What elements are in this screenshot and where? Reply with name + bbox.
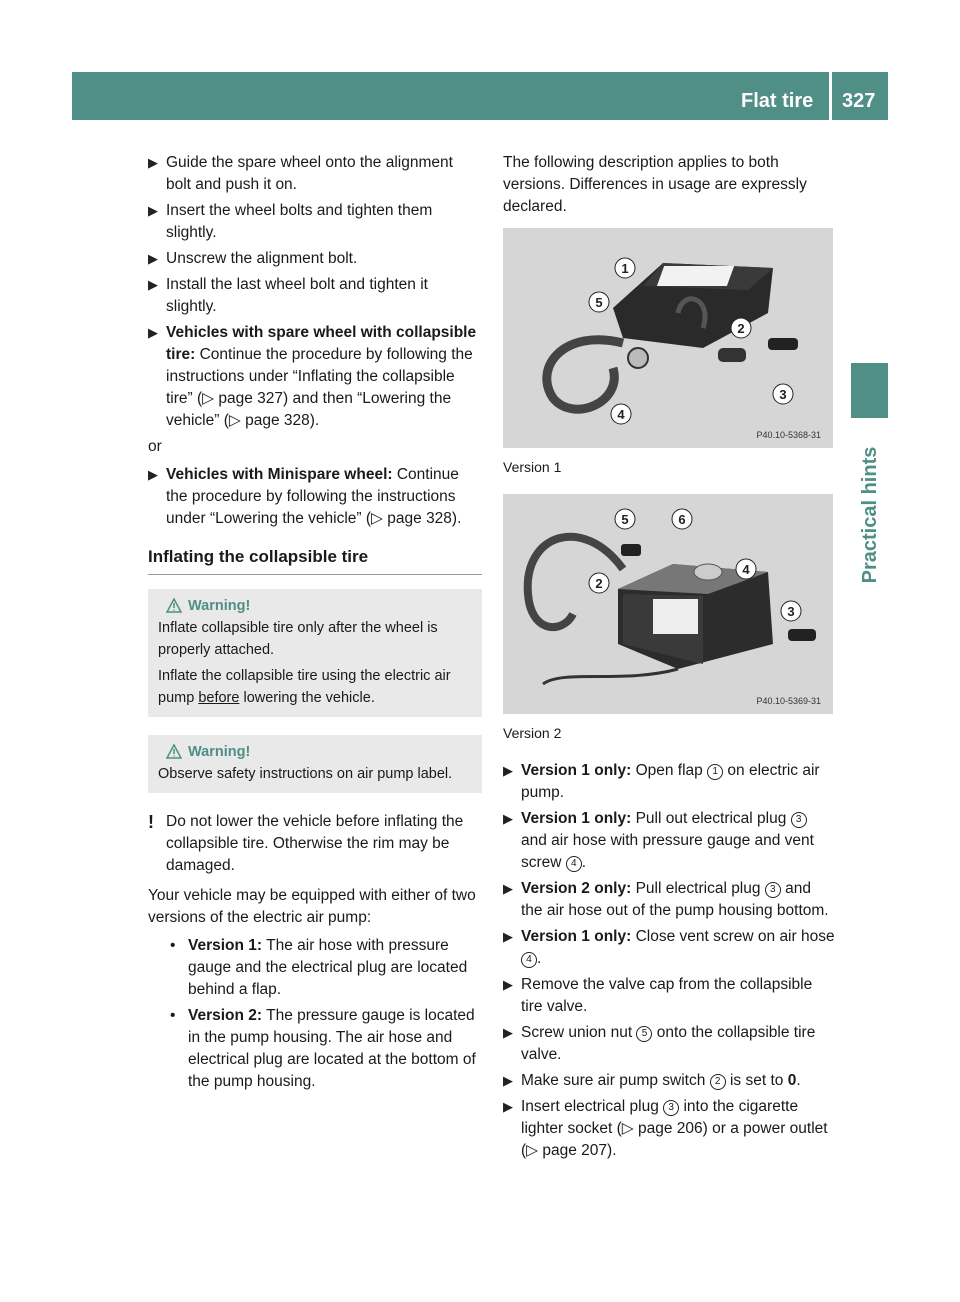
svg-text:5: 5 <box>621 512 629 527</box>
arrow-icon: ▶ <box>148 155 158 170</box>
arrow-icon: ▶ <box>503 1099 513 1114</box>
caption-version-2: Version 2 <box>503 725 562 741</box>
arrow-icon: ▶ <box>148 203 158 218</box>
svg-text:2: 2 <box>737 321 745 336</box>
right-column <box>503 152 836 1166</box>
warning-triangle-icon <box>166 744 182 759</box>
arrow-icon: ▶ <box>148 325 158 340</box>
page-number: 327 <box>842 90 876 112</box>
arrow-icon: ▶ <box>503 1073 513 1088</box>
step-item: ▶ Version 2 only: Pull electrical plug 3 and the air hose out of the pump housing bottom. <box>503 880 829 919</box>
arrow-icon: ▶ <box>148 277 158 292</box>
callout-4: 4 <box>521 952 537 968</box>
callout-1: 1 <box>707 764 723 780</box>
section-heading: Inflating the collapsible tire <box>148 546 482 575</box>
photo-version-2 <box>503 494 833 714</box>
intro-text: The following description applies to both versions. Differences in usage are expressly declared. <box>503 154 807 215</box>
exclamation-icon: ! <box>148 812 154 832</box>
svg-text:1: 1 <box>621 261 629 276</box>
step-item: ▶ Guide the spare wheel onto the alignment bolt and push it on. <box>148 154 453 193</box>
warning-triangle-icon <box>166 598 182 613</box>
air-pump-illustration <box>503 494 833 714</box>
bullet-icon: • <box>170 937 176 954</box>
caption-version-1: Version 1 <box>503 459 562 475</box>
arrow-icon: ▶ <box>503 1025 513 1040</box>
header-bar <box>72 72 888 120</box>
svg-text:6: 6 <box>678 512 686 527</box>
callout-3: 3 <box>791 812 807 828</box>
step-item: ▶ Install the last wheel bolt and tighten it slightly. <box>148 276 428 315</box>
bullet-icon: • <box>170 1007 176 1024</box>
step-item: ▶ Vehicles with spare wheel with collapsible tire: Continue the procedure by following the instructions under “Inflating the collapsible tire” (▷ page 327) and then “Lowering the vehicle” (▷ page 328). <box>148 324 477 429</box>
callout-2: 2 <box>710 1074 726 1090</box>
step-item: ▶ Version 1 only: Pull out electrical plug 3 and air hose with pressure gauge and vent screw 4 . <box>503 810 814 871</box>
header-separator <box>829 72 832 120</box>
warning-box <box>148 735 482 793</box>
section-label: Practical hints <box>859 446 881 584</box>
page-title: Flat tire <box>741 90 814 112</box>
callout-3: 3 <box>663 1100 679 1116</box>
bullet-item: • Version 1: The air hose with pressure gauge and the electrical plug are located behind a flap. <box>170 937 468 998</box>
photo-version-1 <box>503 228 833 448</box>
step-item: ▶ Make sure air pump switch 2 is set to 0. <box>503 1070 836 1092</box>
warning-text: Inflate the collapsible tire using the electric air pump before lowering the vehicle. <box>158 668 451 706</box>
step-item: ▶ Version 1 only: Close vent screw on air hose 4 . <box>503 928 835 967</box>
arrow-icon: ▶ <box>503 977 513 992</box>
step-item: ▶ Vehicles with Minispare wheel: Continue the procedure by following the instructions under “Lowering the vehicle” (▷ page 328). <box>148 466 462 527</box>
left-column <box>148 152 482 1097</box>
bullet-item: • Version 2: The pressure gauge is located in the pump housing. The air hose and electrical plug are located at the bottom of the pump housing. <box>170 1007 476 1090</box>
svg-text:2: 2 <box>595 576 603 591</box>
step-item: ▶ Unscrew the alignment bolt. <box>148 248 482 270</box>
arrow-icon: ▶ <box>503 881 513 896</box>
step-item: ▶ Screw union nut 5 onto the collapsible tire valve. <box>503 1024 816 1063</box>
caution-note: ! Do not lower the vehicle before inflating the collapsible tire. Otherwise the rim may be damaged. <box>148 812 464 874</box>
photo-code: P40.10-5368-31 <box>756 430 821 440</box>
air-pump-illustration <box>503 228 833 448</box>
svg-text:4: 4 <box>617 407 625 422</box>
warning-title: Warning! <box>158 595 472 617</box>
or-text: or <box>148 438 162 455</box>
warning-box <box>148 589 482 717</box>
section-tab <box>851 363 888 418</box>
arrow-icon: ▶ <box>503 811 513 826</box>
svg-text:3: 3 <box>787 604 795 619</box>
arrow-icon: ▶ <box>148 251 158 266</box>
step-item: ▶ Insert electrical plug 3 into the cigarette lighter socket (▷ page 206) or a power outlet (▷ page 207). <box>503 1098 828 1159</box>
photo-code: P40.10-5369-31 <box>756 696 821 706</box>
warning-text: Inflate collapsible tire only after the wheel is properly attached. <box>158 620 438 658</box>
step-item: ▶ Version 1 only: Open flap 1 on electric air pump. <box>503 762 820 801</box>
arrow-icon: ▶ <box>503 929 513 944</box>
svg-text:3: 3 <box>779 387 787 402</box>
callout-5: 5 <box>636 1026 652 1042</box>
svg-text:4: 4 <box>742 562 750 577</box>
arrow-icon: ▶ <box>148 467 158 482</box>
warning-text: Observe safety instructions on air pump label. <box>158 766 453 782</box>
arrow-icon: ▶ <box>503 763 513 778</box>
step-item: ▶ Insert the wheel bolts and tighten them slightly. <box>148 202 433 241</box>
callout-4: 4 <box>566 856 582 872</box>
callout-3: 3 <box>765 882 781 898</box>
step-item: ▶ Remove the valve cap from the collapsible tire valve. <box>503 976 813 1015</box>
intro-text: Your vehicle may be equipped with either of two versions of the electric air pump: <box>148 887 476 926</box>
warning-title: Warning! <box>158 741 472 763</box>
svg-text:5: 5 <box>595 295 603 310</box>
